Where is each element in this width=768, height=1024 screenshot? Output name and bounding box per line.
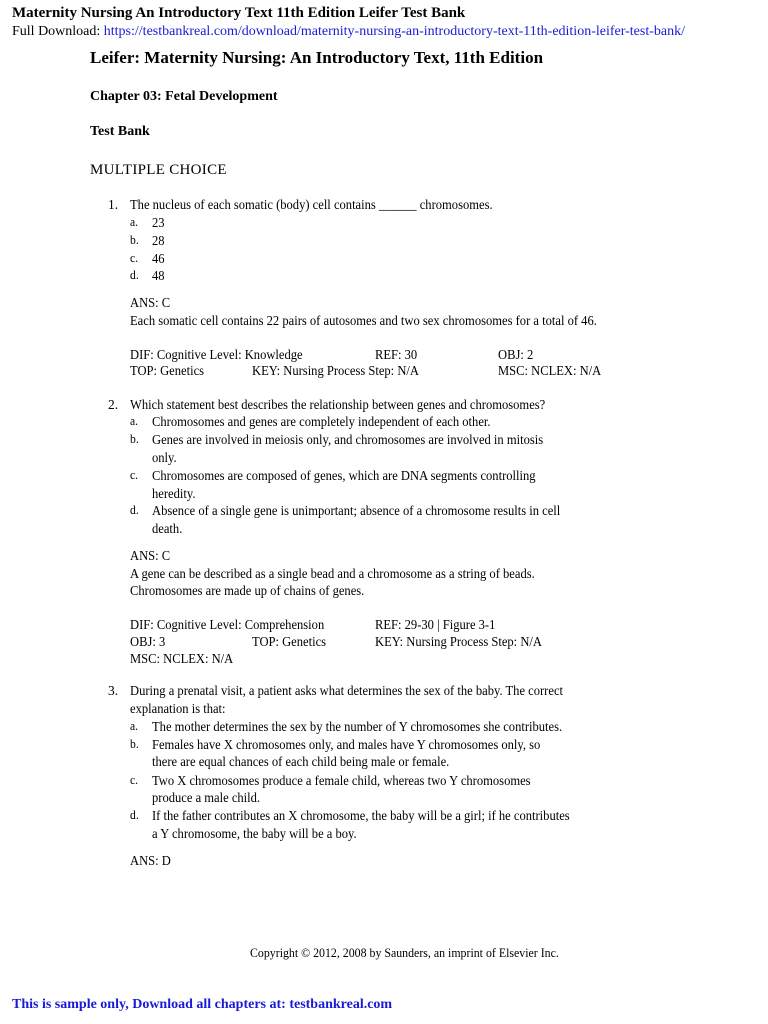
q1-rationale: Each somatic cell contains 22 pairs of autosomes and two sex chromosomes for a total of 46. — [130, 313, 597, 328]
q2-option-a-text: Chromosomes and genes are completely independent of each other. — [152, 414, 491, 429]
section-heading: MULTIPLE CHOICE — [90, 162, 227, 178]
download-line — [12, 24, 685, 40]
q2-option-d-text: Absence of a single gene is unimportant; absence of a chromosome results in cell — [152, 503, 561, 518]
q3-option-a-letter: a. — [130, 719, 139, 733]
q1-obj: OBJ: 2 — [498, 347, 534, 362]
q1-answer: ANS: C — [130, 295, 171, 310]
q2-top: TOP: Genetics — [252, 634, 327, 649]
q2-key: KEY: Nursing Process Step: N/A — [375, 634, 542, 649]
q3-option-c-letter: c. — [130, 773, 139, 787]
q2-dif: DIF: Cognitive Level: Comprehension — [130, 617, 325, 632]
q1-option-b-letter: b. — [130, 233, 139, 247]
q1-key: KEY: Nursing Process Step: N/A — [252, 363, 419, 378]
q1-option-b-text: 28 — [152, 233, 165, 248]
question-1-number: 1. — [108, 197, 119, 212]
q1-option-a-letter: a. — [130, 215, 139, 229]
q2-rationale-line1: A gene can be described as a single bead and a chromosome as a string of beads. — [130, 566, 535, 581]
question-3-number: 3. — [108, 683, 119, 698]
q2-option-b-letter: b. — [130, 432, 139, 446]
q2-option-c-text-cont: heredity. — [152, 486, 196, 501]
test-bank-label: Test Bank — [90, 124, 150, 139]
q2-option-d-text-cont: death. — [152, 521, 183, 536]
q2-ref: REF: 29-30 | Figure 3-1 — [375, 617, 496, 632]
q1-option-d-text: 48 — [152, 268, 165, 283]
q3-option-b-text: Females have X chromosomes only, and males have Y chromosomes only, so — [152, 737, 541, 752]
question-3-stem: During a prenatal visit, a patient asks what determines the sex of the baby. The correct — [130, 683, 564, 698]
q3-option-a-text: The mother determines the sex by the number of Y chromosomes she contributes. — [152, 719, 563, 734]
q1-ref: REF: 30 — [375, 347, 418, 362]
q2-msc: MSC: NCLEX: N/A — [130, 651, 234, 666]
download-link[interactable]: https://testbankreal.com/download/maternity-nursing-an-introductory-text-11th-edition-leifer-test-bank/ — [103, 24, 685, 39]
question-1-stem: The nucleus of each somatic (body) cell contains ______ chromosomes. — [130, 197, 493, 212]
q1-option-c-letter: c. — [130, 251, 139, 265]
q3-option-c-text-cont: produce a male child. — [152, 790, 261, 805]
question-2-stem: Which statement best describes the relationship between genes and chromosomes? — [130, 397, 546, 412]
q1-option-d-letter: d. — [130, 268, 139, 282]
q2-option-c-text: Chromosomes are composed of genes, which are DNA segments controlling — [152, 468, 536, 483]
q3-option-c-text: Two X chromosomes produce a female child, whereas two Y chromosomes — [152, 773, 531, 788]
q3-option-d-text-cont: a Y chromosome, the baby will be a boy. — [152, 826, 357, 841]
q1-dif: DIF: Cognitive Level: Knowledge — [130, 347, 303, 362]
q2-option-c-letter: c. — [130, 468, 139, 482]
q2-option-a-letter: a. — [130, 414, 139, 428]
download-prefix: Full Download: — [12, 24, 101, 39]
q2-answer: ANS: C — [130, 548, 171, 563]
q2-rationale-line2: Chromosomes are made up of chains of genes. — [130, 583, 365, 598]
q3-option-b-text-cont: there are equal chances of each child being male or female. — [152, 754, 450, 769]
document-header-title: Maternity Nursing An Introductory Text 11th Edition Leifer Test Bank — [12, 5, 466, 21]
q3-option-b-letter: b. — [130, 737, 139, 751]
copyright-notice: Copyright © 2012, 2008 by Saunders, an imprint of Elsevier Inc. — [250, 946, 559, 960]
footer-sample-notice[interactable]: This is sample only, Download all chapters at: testbankreal.com — [12, 997, 393, 1012]
q1-option-a-text: 23 — [152, 215, 165, 230]
q2-option-d-letter: d. — [130, 503, 139, 517]
q2-option-b-text: Genes are involved in meiosis only, and chromosomes are involved in mitosis — [152, 432, 544, 447]
chapter-title: Chapter 03: Fetal Development — [90, 89, 278, 104]
q3-answer: ANS: D — [130, 853, 171, 868]
q1-option-c-text: 46 — [152, 251, 165, 266]
q2-option-b-text-cont: only. — [152, 450, 177, 465]
q2-obj: OBJ: 3 — [130, 634, 166, 649]
q1-top: TOP: Genetics — [130, 363, 205, 378]
book-title: Leifer: Maternity Nursing: An Introductory Text, 11th Edition — [90, 48, 544, 67]
q3-option-d-text: If the father contributes an X chromosome, the baby will be a girl; if he contributes — [152, 808, 570, 823]
question-2-number: 2. — [108, 397, 119, 412]
question-3-stem-cont: explanation is that: — [130, 701, 226, 716]
q3-option-d-letter: d. — [130, 808, 139, 822]
q1-msc: MSC: NCLEX: N/A — [498, 363, 602, 378]
